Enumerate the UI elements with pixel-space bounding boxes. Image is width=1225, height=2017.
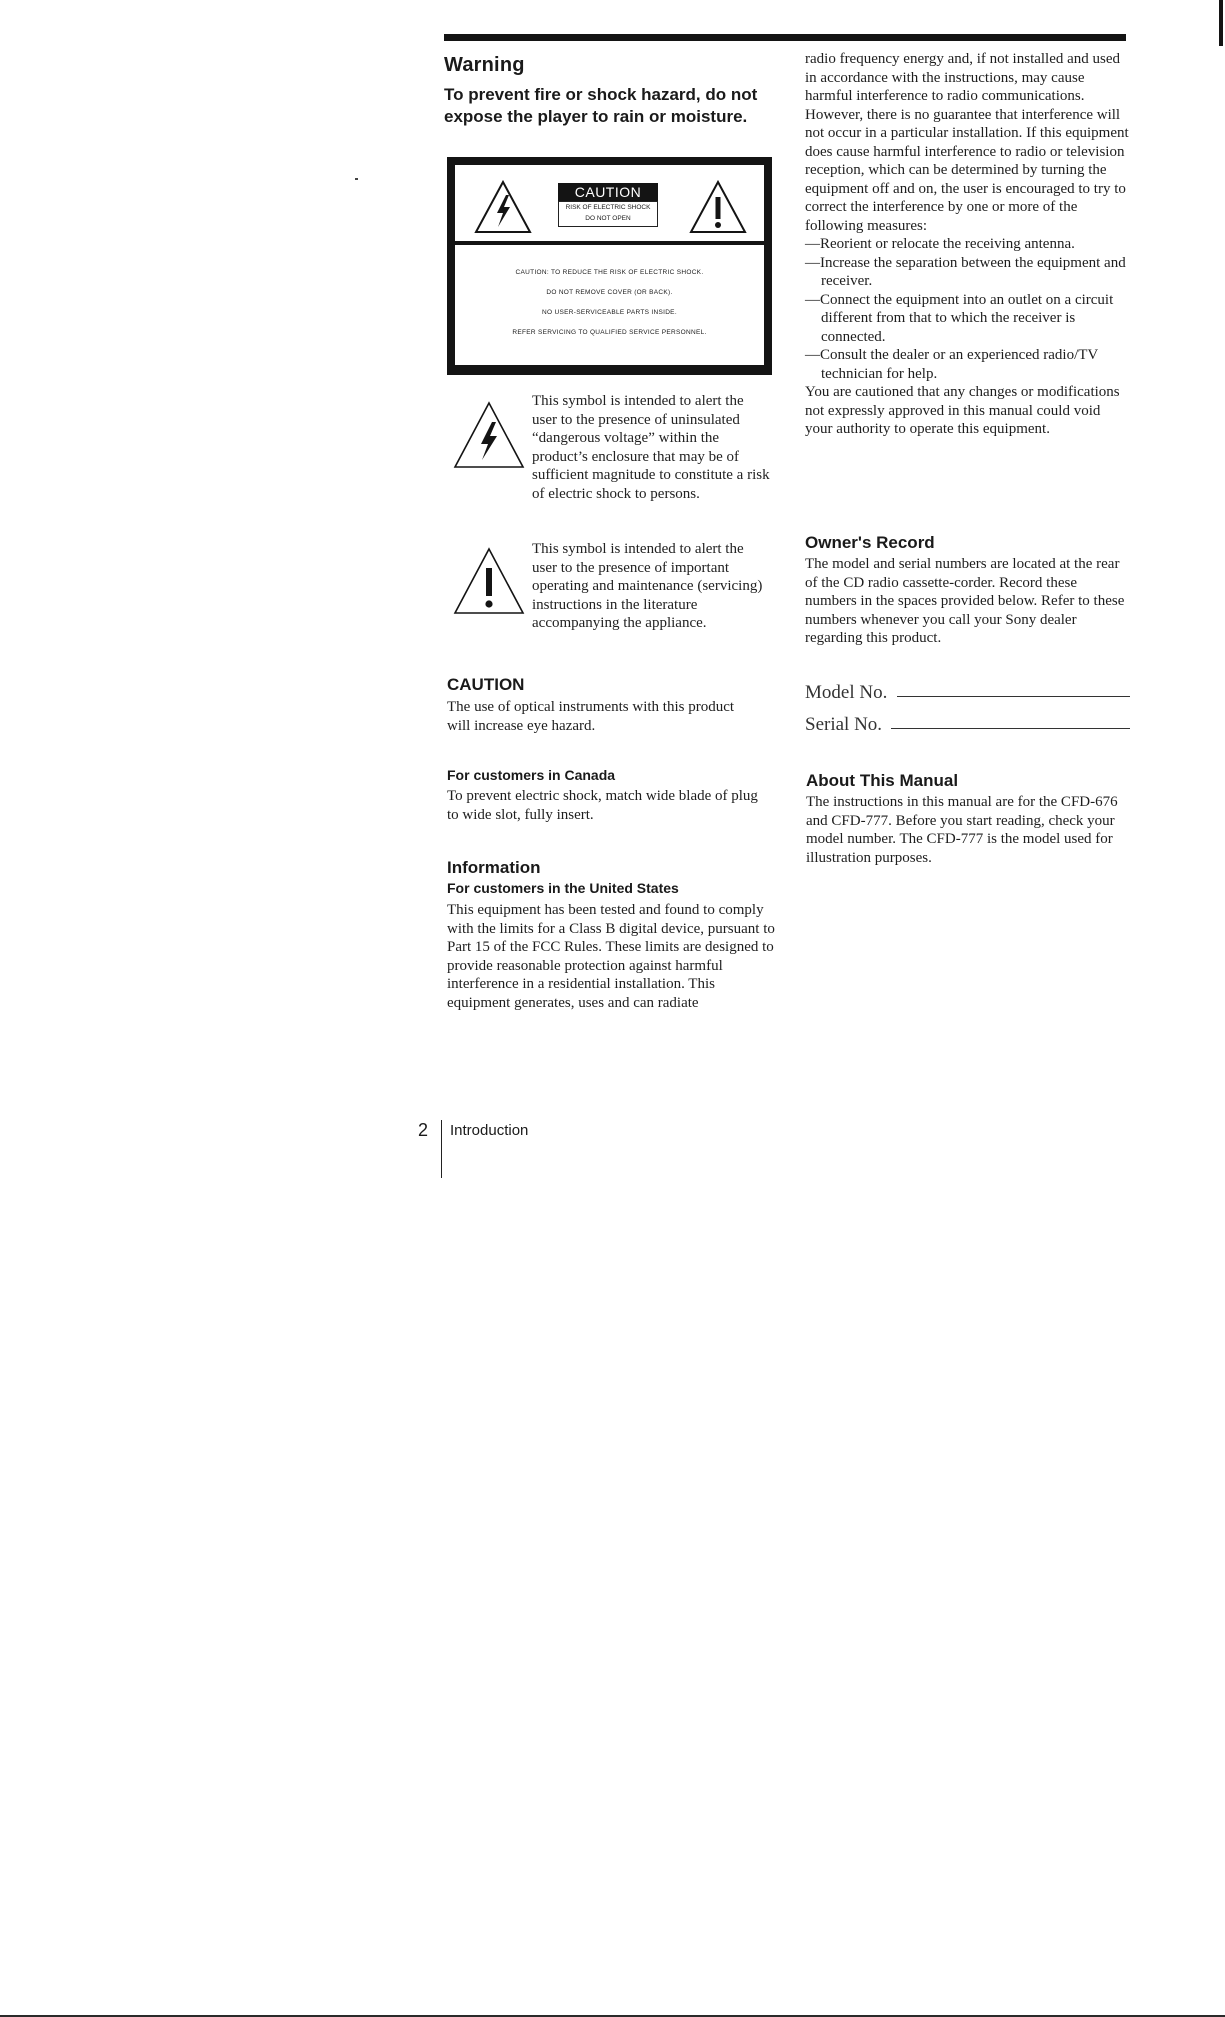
exclamation-symbol-row [452, 540, 772, 660]
caution-risk-line1: RISK OF ELECTRIC SHOCK [565, 204, 651, 211]
about-text: The instructions in this manual are for the CFD-676 and CFD-777. Before you start reading, check your model number. The CFD-777 is the model used for illustration purposes. [806, 794, 1118, 866]
measure-item: —Connect the equipment into an outlet on a circuit different from that to which the receiver is connected. [805, 291, 1114, 345]
footer-divider [441, 1120, 442, 1178]
fcc-intro: radio frequency energy and, if not installed and used in accordance with the instructions, may cause harmful interference to radio communications. However, there is no guarantee that interference will not occur in a particular installation. If this equipment does cause harmful interference to radio or television reception, which can be determined by turning the equipment off and on, the user is encouraged to try to correct the interference by one or more of the following measures: [805, 51, 1129, 234]
serial-number-label: Serial No. [805, 714, 883, 735]
fcc-continued [805, 50, 1131, 439]
caution-label-title: CAUTION [558, 183, 658, 201]
measure-item: —Consult the dealer or an experienced radio/TV technician for help. [805, 347, 1098, 382]
measure-item: —Increase the separation between the equipment and receiver. [805, 254, 1126, 289]
caution-line: DO NOT REMOVE COVER (OR BACK). [546, 289, 673, 296]
fcc-measures-list [805, 235, 1131, 383]
model-number-line[interactable] [897, 696, 1130, 697]
lightning-warning-icon [473, 179, 533, 235]
owners-record-text: The model and serial numbers are located at the rear of the CD radio cassette-corder. Record these numbers in the spaces provided below. Refer to these numbers whenever you call your Sony dealer regarding this product. [805, 556, 1125, 646]
caution-risk-text [558, 201, 658, 227]
page-number: 2 [418, 1120, 429, 1140]
information-subheading: For customers in the United States [447, 880, 679, 896]
warning-section [444, 54, 774, 128]
caution-line: NO USER-SERVICEABLE PARTS INSIDE. [542, 309, 677, 316]
exclamation-symbol-text: This symbol is intended to alert the user to the presence of important operating and maintenance (servicing) instructions in the literature accompanying the appliance. [532, 541, 763, 632]
exclamation-triangle-icon [452, 546, 526, 616]
lightning-symbol-row [452, 392, 772, 522]
canada-text: To prevent electric shock, match wide blade of plug to wide slot, fully insert. [447, 788, 758, 823]
caution-label-top [455, 165, 764, 241]
about-heading: About This Manual [806, 771, 959, 790]
model-number-label: Model No. [805, 682, 888, 703]
edge-mark [1219, 0, 1223, 46]
information-heading: Information [447, 858, 541, 877]
caution-line: CAUTION: TO REDUCE THE RISK OF ELECTRIC SHOCK. [515, 269, 704, 276]
caution-label-box [447, 157, 772, 375]
caution-text: The use of optical instruments with this product will increase eye hazard. [447, 699, 735, 734]
scan-speck [355, 178, 358, 180]
measure-item: —Reorient or relocate the receiving antenna. [805, 236, 1075, 252]
fcc-cautioned: You are cautioned that any changes or modifications not expressly approved in this manual could void your authority to operate this equipment. [805, 384, 1120, 437]
caution-heading: CAUTION [447, 675, 525, 694]
caution-risk-line2: DO NOT OPEN [585, 215, 631, 222]
lightning-triangle-icon [452, 400, 526, 470]
top-rule [444, 34, 1126, 41]
exclamation-warning-icon [688, 179, 748, 235]
caution-line: REFER SERVICING TO QUALIFIED SERVICE PERSONNEL. [512, 329, 707, 336]
warning-subheading: To prevent fire or shock hazard, do not expose the player to rain or moisture. [444, 85, 758, 126]
section-label: Introduction [450, 1122, 529, 1139]
owners-record-heading: Owner's Record [805, 533, 935, 552]
canada-heading: For customers in Canada [447, 767, 616, 783]
lightning-symbol-text: This symbol is intended to alert the user to the presence of uninsulated “dangerous voltage” within the product’s enclosure that may be of sufficient magnitude to constitute a risk of electric shock to persons. [532, 393, 770, 502]
warning-heading: Warning [444, 54, 525, 76]
caution-label-bottom [455, 245, 764, 365]
serial-number-line[interactable] [891, 728, 1130, 729]
information-text: This equipment has been tested and found to comply with the limits for a Class B digital device, pursuant to Part 15 of the FCC Rules. These limits are designed to provide reasonable protection against harmful interference in a residential installation. This equipment generates, uses and can radiate [447, 902, 775, 1011]
caution-label-lines [455, 263, 764, 343]
